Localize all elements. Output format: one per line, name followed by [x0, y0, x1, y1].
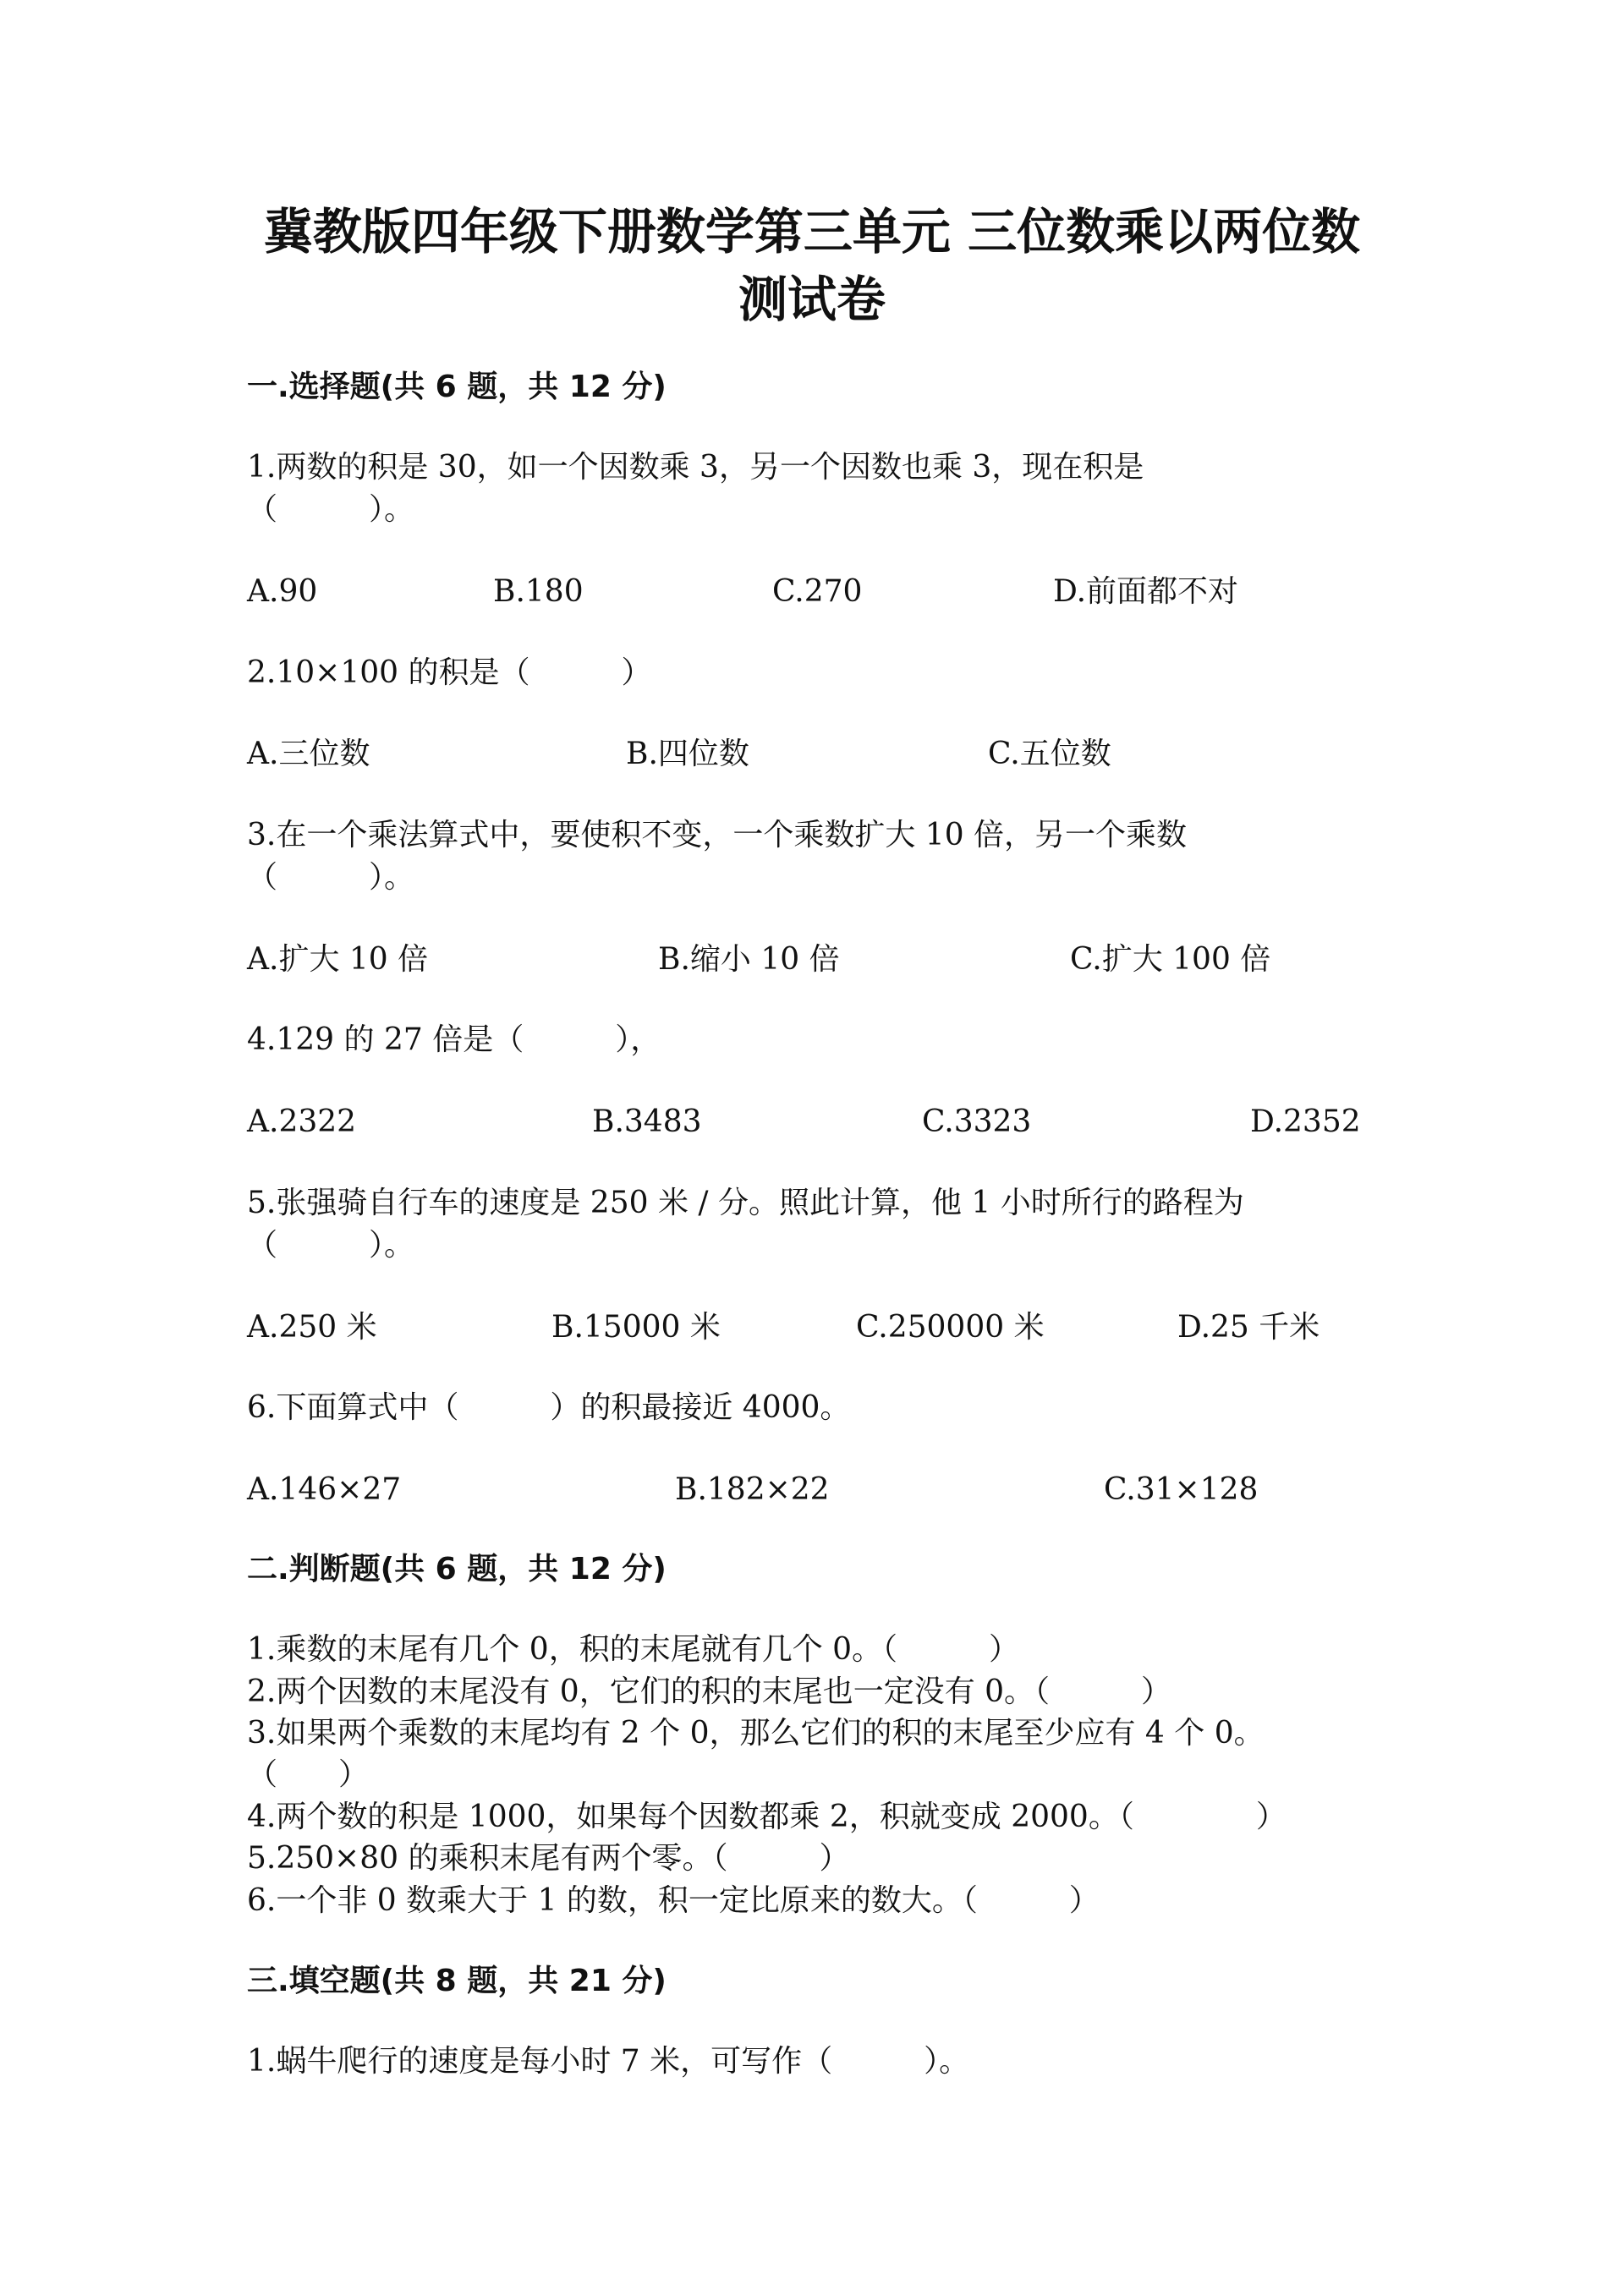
question-5-blank: （ ）。 — [247, 1228, 415, 1263]
section-heading-fill-blank: 三.填空题(共 8 题，共 21 分) — [247, 1964, 667, 1998]
q2-option-a: A.三位数 — [247, 737, 370, 771]
q5-option-b: B.15000 米 — [551, 1310, 721, 1345]
q3-option-b: B.缩小 10 倍 — [658, 942, 840, 977]
question-6-text: 6.下面算式中（ ）的积最接近 4000。 — [247, 1390, 851, 1425]
fill-blank-item-1: 1.蜗牛爬行的速度是每小时 7 米，可写作（ ）。 — [247, 2044, 970, 2079]
q1-option-a: A.90 — [247, 574, 318, 609]
page-title-line-1: 冀教版四年级下册数学第三单元 三位数乘以两位数 — [263, 203, 1361, 260]
judgement-item-4: 4.两个数的积是 1000，如果每个因数都乘 2，积就变成 2000。（ ） — [247, 1800, 1287, 1834]
question-3-blank: （ ）。 — [247, 860, 415, 895]
q4-option-a: A.2322 — [247, 1104, 357, 1139]
q4-option-c: C.3323 — [922, 1104, 1032, 1139]
page-title-line-2: 测试卷 — [738, 271, 886, 328]
question-1-text: 1.两数的积是 30，如一个因数乘 3，另一个因数也乘 3，现在积是 — [247, 450, 1144, 485]
q6-option-c: C.31×128 — [1104, 1472, 1259, 1507]
q1-option-d: D.前面都不对 — [1053, 574, 1239, 609]
question-1-blank: （ ）。 — [247, 492, 415, 527]
question-5-text: 5.张强骑自行车的速度是 250 米 / 分。照此计算，他 1 小时所行的路程为 — [247, 1186, 1244, 1220]
judgement-item-2: 2.两个因数的末尾没有 0，它们的积的末尾也一定没有 0。（ ） — [247, 1674, 1172, 1709]
q6-option-a: A.146×27 — [247, 1472, 402, 1507]
judgement-item-5: 5.250×80 的乘积末尾有两个零。（ ） — [247, 1841, 850, 1876]
question-2-text: 2.10×100 的积是（ ） — [247, 655, 652, 690]
q3-option-a: A.扩大 10 倍 — [247, 942, 429, 977]
q2-option-b: B.四位数 — [626, 737, 749, 771]
q4-option-b: B.3483 — [592, 1104, 702, 1139]
q5-option-a: A.250 米 — [247, 1310, 377, 1345]
judgement-item-3-blank: （ ） — [247, 1757, 370, 1792]
judgement-item-6: 6.一个非 0 数乘大于 1 的数，积一定比原来的数大。（ ） — [247, 1883, 1100, 1918]
q5-option-c: C.250000 米 — [856, 1310, 1045, 1345]
judgement-item-1: 1.乘数的末尾有几个 0，积的末尾就有几个 0。（ ） — [247, 1632, 1020, 1667]
q4-option-d: D.2352 — [1250, 1104, 1361, 1139]
q1-option-b: B.180 — [493, 574, 584, 609]
q1-option-c: C.270 — [772, 574, 863, 609]
q3-option-c: C.扩大 100 倍 — [1070, 942, 1271, 977]
judgement-item-3: 3.如果两个乘数的末尾均有 2 个 0，那么它们的积的末尾至少应有 4 个 0。 — [247, 1716, 1265, 1751]
section-heading-judgement: 二.判断题(共 6 题，共 12 分) — [247, 1552, 667, 1586]
q5-option-d: D.25 千米 — [1177, 1310, 1320, 1345]
question-3-text: 3.在一个乘法算式中，要使积不变，一个乘数扩大 10 倍，另一个乘数 — [247, 818, 1188, 852]
q2-option-c: C.五位数 — [988, 737, 1111, 771]
q6-option-b: B.182×22 — [675, 1472, 830, 1507]
question-4-text: 4.129 的 27 倍是（ ）， — [247, 1022, 661, 1057]
section-heading-choice: 一.选择题(共 6 题，共 12 分) — [247, 370, 667, 404]
